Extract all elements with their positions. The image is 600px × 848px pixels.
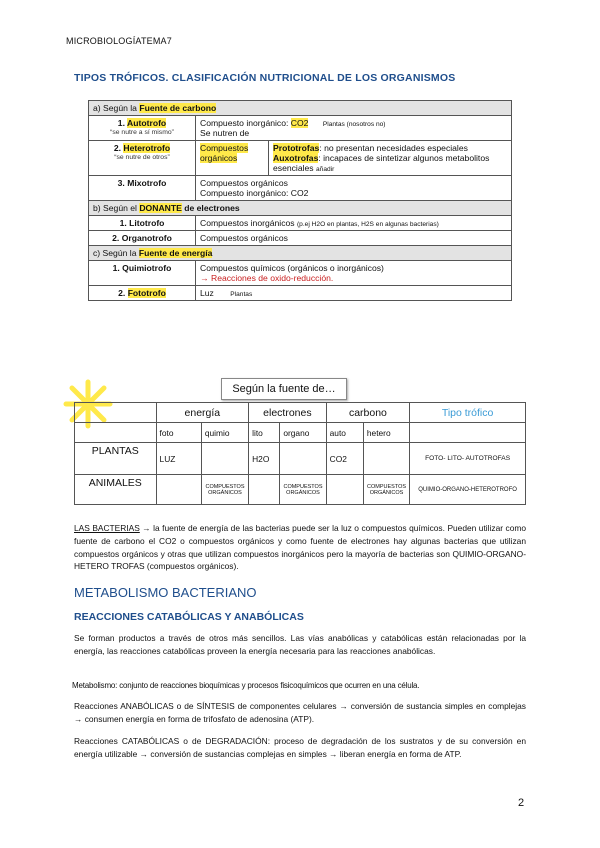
table-row: c) Según la Fuente de energía — [89, 246, 512, 261]
bacterias-paragraph: LAS BACTERIAS → la fuente de energía de las bacterias puede ser la luz o compuestos químicos. Pueden utilizar como fuente de carbono el CO2 o compuestos orgánicos y como fuente de electrones hay algunas bacterias que utilizan compuestos orgánicos y otras que utilizan compuestos inorgánicos pero la mayoría de bacterias son QUIMIO-ORGANO-HETERO TROFAS (compuestos orgánicos). — [74, 523, 526, 572]
table-row: 2. Heterotrofo “se nutre de otros” Compuestos orgánicos Prototrofas: no presentan necesidades especiales Auxotrofas: incapaces de sintetizar algunos metabolitos esenciales añadir — [89, 141, 512, 176]
table-row: 1. Autotrofo “se nutre a sí mismo” Compuesto inorgánico: CO2 Plantas (nosotros no) Se nutren de — [89, 116, 512, 141]
table-row: 3. Mixotrofo Compuestos orgánicos Compuesto inorgánico: CO2 — [89, 176, 512, 201]
paragraph: Reacciones ANABÓLICAS o de SÍNTESIS de componentes celulares → conversión de sustancia simples en complejas → consumen energía en forma de trifosfato de adenosina (ATP). — [74, 701, 526, 724]
table-row: PLANTAS LUZ H2O CO2 FOTO- LITO- AUTOTROFAS — [75, 443, 526, 475]
paragraph: Reacciones CATABÓLICAS o de DEGRADACIÓN: proceso de degradación de los sustratos y de su conversión en energía utilizable → conversión de sustancias complejas en simples → liberan energía en forma de ATP. — [74, 736, 526, 759]
document-header: MICROBIOLOGÍATEMA7 — [66, 36, 172, 46]
table-row: 1. Litotrofo Compuestos inorgánicos (p.ej H2O en plantas, H2S en algunas bacterias) — [89, 216, 512, 231]
paragraph: Metabolismo: conjunto de reacciones bioquímicas y procesos fisicoquímicos que ocurren en una célula. — [72, 681, 420, 690]
table-row: a) Según la Fuente de carbono — [89, 101, 512, 116]
heterotrofo-label: Heterotrofo — [123, 143, 171, 153]
fuente-label: Según la fuente de… — [221, 378, 347, 400]
classification-table — [88, 100, 512, 301]
page-number: 2 — [518, 797, 525, 809]
metabolismo-title: METABOLISMO BACTERIANO — [74, 585, 257, 600]
table-row: 2. Organotrofo Compuestos orgánicos — [89, 231, 512, 246]
paragraph: Se forman productos a través de otros más sencillos. Las vías anabólicas y catabólicas están relacionadas por la energía, las reacciones catabólicas proveen la energía necesaria para las reacciones anabólicas. — [74, 633, 526, 656]
table-row: ANIMALES COMPUESTOS ORGÁNICOS COMPUESTOS ORGÁNICOS COMPUESTOS ORGÁNICOS QUIMIO-ORGANO-HETEROTROFO — [75, 475, 526, 505]
autotrofo-label: Autotrofo — [127, 118, 167, 128]
table-row: energía electrones carbono Tipo trófico — [75, 403, 526, 423]
table-row: 1. Quimiotrofo Compuestos químicos (orgánicos o inorgánicos) → Reacciones de oxido-reducción. — [89, 261, 512, 286]
highlight: Fuente de carbono — [139, 103, 217, 113]
reacciones-title: REACCIONES CATABÓLICAS Y ANABÓLICAS — [74, 611, 304, 623]
table-row: 2. Fototrofo Luz Plantas — [89, 286, 512, 301]
section-title: TIPOS TRÓFICOS. CLASIFICACIÓN NUTRICIONAL DE LOS ORGANISMOS — [74, 72, 456, 84]
summary-table — [74, 402, 526, 505]
table-row: b) Según el DONANTE de electrones — [89, 201, 512, 216]
table-row: foto quimio lito organo auto hetero — [75, 423, 526, 443]
